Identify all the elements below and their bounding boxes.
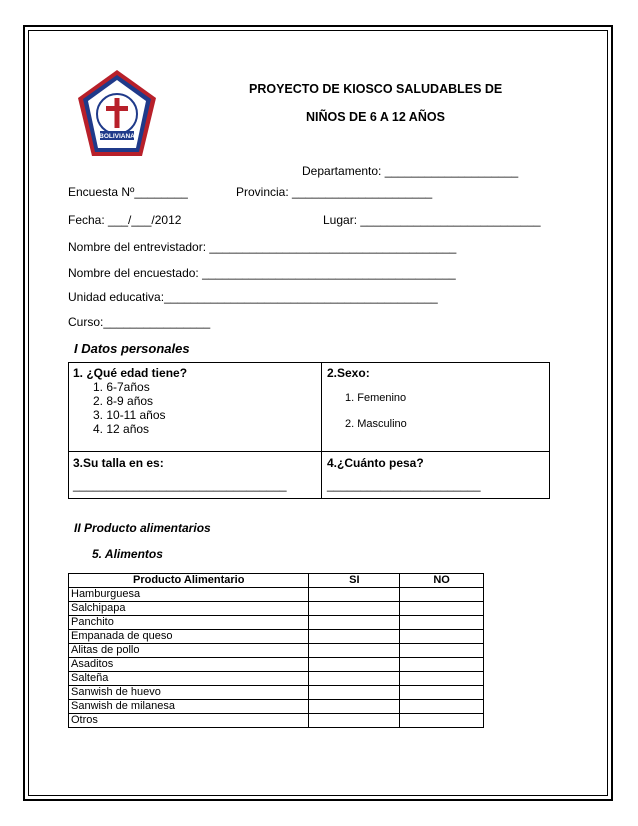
si-cell[interactable]: [309, 686, 400, 700]
si-cell[interactable]: [309, 630, 400, 644]
product-name: Salteña: [69, 672, 309, 686]
field-encuestado[interactable]: Nombre del encuestado: ______________________________________: [68, 266, 456, 280]
no-cell[interactable]: [400, 602, 484, 616]
no-cell[interactable]: [400, 616, 484, 630]
field-provincia[interactable]: Provincia: _____________________: [236, 185, 433, 199]
question-weight-label: 4.¿Cuánto pesa?: [327, 456, 424, 470]
si-cell[interactable]: [309, 700, 400, 714]
field-departamento[interactable]: Departamento: ____________________: [302, 164, 519, 178]
product-name: Alitas de pollo: [69, 644, 309, 658]
table-row: [69, 700, 484, 714]
product-name: Panchito: [69, 616, 309, 630]
product-name: Salchipapa: [69, 602, 309, 616]
question-age: [73, 366, 317, 436]
si-cell[interactable]: [309, 644, 400, 658]
age-option[interactable]: 3. 10-11 años: [93, 408, 166, 422]
no-cell[interactable]: [400, 630, 484, 644]
section-1-title: I Datos personales: [74, 341, 190, 356]
header-producto: Producto Alimentario: [69, 574, 309, 588]
field-encuesta[interactable]: Encuesta Nº________: [68, 185, 188, 199]
product-name: Otros: [69, 714, 309, 728]
age-option[interactable]: 2. 8-9 años: [93, 394, 154, 408]
field-lugar[interactable]: Lugar: ___________________________: [323, 213, 541, 227]
question-weight: [327, 456, 547, 492]
field-curso[interactable]: Curso:________________: [68, 315, 211, 329]
title-line-1: PROYECTO DE KIOSCO SALUDABLES DE: [249, 82, 503, 96]
question-age-label: 1. ¿Qué edad tiene?: [73, 366, 188, 380]
sex-option[interactable]: 2. Masculino: [345, 418, 407, 430]
no-cell[interactable]: [400, 588, 484, 602]
table-row: [69, 658, 484, 672]
field-unidad-educativa[interactable]: Unidad educativa:_________________________________________: [68, 290, 438, 304]
product-name: Asaditos: [69, 658, 309, 672]
product-name: Hamburguesa: [69, 588, 309, 602]
no-cell[interactable]: [400, 700, 484, 714]
table-row: [69, 686, 484, 700]
no-cell[interactable]: [400, 644, 484, 658]
age-option[interactable]: 1. 6-7años: [93, 380, 150, 394]
header-no: NO: [400, 574, 484, 588]
si-cell[interactable]: [309, 616, 400, 630]
grid-horizontal-divider: [69, 451, 549, 452]
title-line-2: NIÑOS DE 6 A 12 AÑOS: [306, 110, 445, 124]
si-cell[interactable]: [309, 658, 400, 672]
no-cell[interactable]: [400, 686, 484, 700]
header-si: SI: [309, 574, 400, 588]
question-sex: [327, 366, 547, 430]
table-row: [69, 602, 484, 616]
si-cell[interactable]: [309, 602, 400, 616]
table-row: [69, 588, 484, 602]
personal-data-grid: [68, 362, 550, 499]
logo-text: BOLIVIANA: [99, 133, 135, 140]
section-2-title: II Producto alimentarios: [74, 521, 211, 535]
table-header-row: [69, 574, 484, 588]
field-fecha[interactable]: Fecha: ___/___/2012: [68, 213, 182, 227]
product-name: Sanwish de huevo: [69, 686, 309, 700]
field-entrevistador[interactable]: Nombre del entrevistador: _____________________________________: [68, 240, 457, 254]
si-cell[interactable]: [309, 672, 400, 686]
table-row: [69, 644, 484, 658]
school-logo: [76, 68, 158, 160]
height-input-line[interactable]: ________________________________: [73, 478, 287, 492]
question-sex-label: 2.Sexo:: [327, 366, 370, 380]
food-products-table: [68, 573, 484, 728]
table-row: [69, 714, 484, 728]
product-name: Empanada de queso: [69, 630, 309, 644]
age-option[interactable]: 4. 12 años: [93, 422, 150, 436]
table-row: [69, 630, 484, 644]
no-cell[interactable]: [400, 714, 484, 728]
product-name: Sanwish de milanesa: [69, 700, 309, 714]
question-height-label: 3.Su talla en es:: [73, 456, 164, 470]
section-2-subtitle: 5. Alimentos: [92, 547, 163, 561]
no-cell[interactable]: [400, 658, 484, 672]
si-cell[interactable]: [309, 714, 400, 728]
question-height: [73, 456, 317, 492]
si-cell[interactable]: [309, 588, 400, 602]
weight-input-line[interactable]: _______________________: [327, 478, 481, 492]
grid-vertical-divider: [321, 363, 322, 498]
table-row: [69, 616, 484, 630]
sex-option[interactable]: 1. Femenino: [345, 392, 407, 404]
table-row: [69, 672, 484, 686]
no-cell[interactable]: [400, 672, 484, 686]
